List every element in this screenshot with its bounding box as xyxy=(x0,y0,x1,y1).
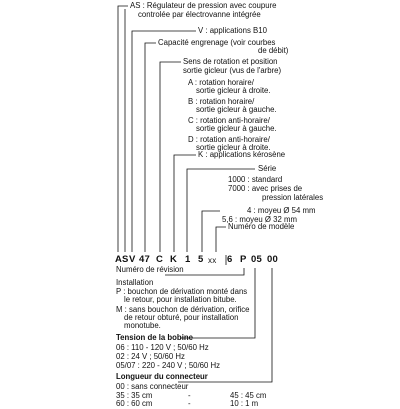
label-as-1: AS : Régulateur de pression avec coupure xyxy=(130,1,277,10)
label-v: V : applications B10 xyxy=(198,26,267,35)
label-k: K : applications kérosène xyxy=(198,150,286,159)
code-s: S xyxy=(122,254,129,265)
label-installation: Installation xyxy=(116,278,154,287)
label-b-2: sortie gicleur à gauche. xyxy=(196,105,277,114)
label-modele: Numéro de modèle xyxy=(228,222,295,231)
label-longueur-00: 00 : sans connecteur xyxy=(116,382,189,391)
code-xx: xx xyxy=(208,256,217,265)
label-tension-02: 02 : 24 V ; 50/60 Hz xyxy=(116,352,185,361)
code-5: 5 xyxy=(198,254,204,265)
label-tension-0507: 05/07 : 220 - 240 V ; 50/60 Hz xyxy=(116,361,221,370)
label-longueur: Longueur du connecteur xyxy=(116,372,208,381)
code-1: 1 xyxy=(185,254,191,265)
label-p-2: le retour, pour installation bitube. xyxy=(124,295,237,304)
label-serie-7000-2: pression latérales xyxy=(262,193,324,202)
label-tension: Tension de la bobine xyxy=(116,333,193,342)
label-c-1: C : rotation anti-horaire/ xyxy=(188,116,270,125)
label-as-2: controlée par électrovanne intégrée xyxy=(138,10,261,19)
label-longueur-dash-1: - xyxy=(188,391,191,400)
label-m-2: de retour obturé, pour installation xyxy=(124,313,239,322)
leader-as xyxy=(118,6,128,252)
label-b-1: B : rotation horaire/ xyxy=(188,97,255,106)
label-m-3: monotube. xyxy=(124,321,161,330)
label-revision: Numéro de révision xyxy=(116,265,184,274)
label-tension-06: 06 : 110 - 120 V ; 50/60 Hz xyxy=(116,343,209,352)
label-serie-7000-1: 7000 : avec prises de xyxy=(228,184,303,193)
label-m-1: M : sans bouchon de dérivation, orifice xyxy=(116,305,250,314)
code-v: V xyxy=(129,254,136,265)
label-moyeu-4: 4 : moyeu Ø 54 mm xyxy=(247,206,316,215)
code-00: 00 xyxy=(267,254,278,265)
leader-moyeu xyxy=(202,211,220,252)
label-p-1: P : bouchon de dérivation monté dans xyxy=(116,287,248,296)
label-moyeu-56: 5,6 : moyeu Ø 32 mm xyxy=(222,215,297,224)
leader-k xyxy=(174,155,196,252)
leader-sens xyxy=(160,62,181,252)
label-longueur-dash-2: - xyxy=(188,399,191,408)
label-capacite-2: de débit) xyxy=(258,46,289,55)
label-c-2: sortie gicleur à gauche. xyxy=(196,124,277,133)
label-a-2: sortie gicleur à droite. xyxy=(196,86,271,95)
label-sens-1: Sens de rotation et position xyxy=(183,57,278,66)
code-47: 47 xyxy=(139,254,150,265)
code-6: 6 xyxy=(227,254,233,265)
label-longueur-35: 35 : 35 cm xyxy=(116,391,153,400)
label-capacite-1: Capacité engrenage (voir courbes xyxy=(158,38,276,47)
leader-modele xyxy=(216,227,226,252)
label-sens-2: sortie gicleur (vus de l'arbre) xyxy=(183,66,282,75)
label-serie: Série xyxy=(258,164,277,173)
code-p: P xyxy=(240,254,247,265)
code-05: 05 xyxy=(251,254,262,265)
code-c: C xyxy=(156,254,164,265)
label-d-1: D : rotation anti-horaire/ xyxy=(188,135,270,144)
label-longueur-45: 45 : 45 cm xyxy=(230,391,267,400)
code-k: K xyxy=(170,254,178,265)
label-serie-1000: 1000 : standard xyxy=(228,175,283,184)
code-a: A xyxy=(115,254,123,265)
leader-capacite xyxy=(145,43,156,252)
label-d-2: sortie gicleur à droite. xyxy=(196,143,271,152)
label-a-1: A : rotation horaire/ xyxy=(188,78,254,87)
label-longueur-60: 60 : 60 cm xyxy=(116,399,153,408)
label-longueur-10: 10 : 1 m xyxy=(230,399,259,408)
